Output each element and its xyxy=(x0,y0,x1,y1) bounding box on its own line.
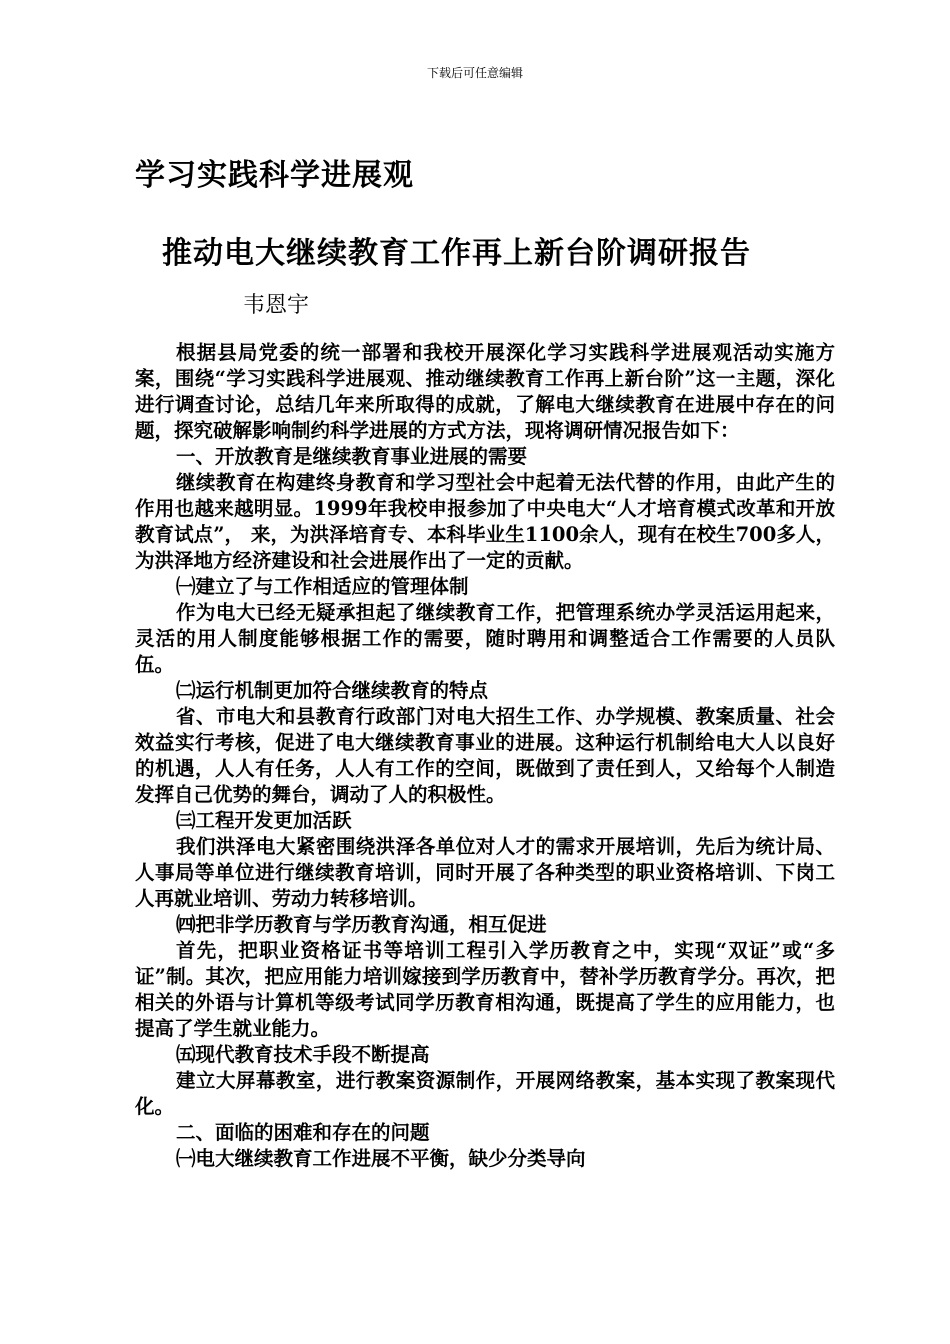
document-author: 韦恩宇 xyxy=(243,293,310,318)
subsection-heading: ㈠电大继续教育工作进展不平衡，缺少分类导向 xyxy=(175,1147,586,1170)
document-body xyxy=(135,340,835,1172)
paragraph: 作为电大已经无疑承担起了继续教育工作，把管理系统办学灵活运用起来，灵活的用人制度能够根据工作的需要，随时聘用和调整适合工作需要的人员队伍。 xyxy=(135,601,835,676)
document-title-line1: 学习实践科学进展观 xyxy=(135,158,414,193)
subsection-heading: ㈢工程开发更加活跃 xyxy=(175,809,352,832)
subsection-heading: ㈣把非学历教育与学历教育沟通，相互促进 xyxy=(175,913,547,936)
paragraph: 继续教育在构建终身教育和学习型社会中起着无法代替的作用，由此产生的作用也越来越明显。1999年我校申报参加了中央电大“人才培育模式改革和开放教育试点”， 来，为洪泽培育专、本科毕业生1100余人，现有在校生700多人，为洪泽地方经济建设和社会进展作出了一定的贡献。 xyxy=(135,471,835,572)
paragraph: 省、市电大和县教育行政部门对电大招生工作、办学规模、教案质量、社会效益实行考核，促进了电大继续教育事业的进展。这种运行机制给电大人以良好的机遇，人人有任务，人人有工作的空间，既做到了责任到人，又给每个人制造发挥自己优势的舞台，调动了人的积极性。 xyxy=(135,705,835,806)
section-heading-2: 二、面临的困难和存在的问题 xyxy=(175,1121,430,1144)
paragraph: 建立大屏幕教室，进行教案资源制作，开展网络教案，基本实现了教案现代化。 xyxy=(135,1069,835,1118)
subsection-heading: ㈡运行机制更加符合继续教育的特点 xyxy=(175,679,488,702)
document-title-line2: 推动电大继续教育工作再上新台阶调研报告 xyxy=(162,236,751,271)
section-heading-1: 一、开放教育是继续教育事业进展的需要 xyxy=(175,445,527,468)
page-header-note: 下载后可任意编辑 xyxy=(426,66,523,80)
paragraph-intro: 根据县局党委的统一部署和我校开展深化学习实践科学进展观活动实施方案，围绕“学习实践科学进展观、推动继续教育工作再上新台阶”这一主题，深化进行调查讨论，总结几年来所取得的成就，了解电大继续教育在进展中存在的问题，探究破解影响制约科学进展的方式方法，现将调研情况报告如下： xyxy=(135,341,835,442)
paragraph: 我们洪泽电大紧密围绕洪泽各单位对人才的需求开展培训，先后为统计局、人事局等单位进行继续教育培训，同时开展了各种类型的职业资格培训、下岗工人再就业培训、劳动力转移培训。 xyxy=(135,835,835,910)
subsection-heading: ㈤现代教育技术手段不断提高 xyxy=(175,1043,430,1066)
subsection-heading: ㈠建立了与工作相适应的管理体制 xyxy=(175,575,469,598)
paragraph: 首先，把职业资格证书等培训工程引入学历教育之中，实现“双证”或“多证”制。其次，把应用能力培训嫁接到学历教育中，替补学历教育学分。再次，把相关的外语与计算机等级考试同学历教育相沟通，既提高了学生的应用能力，也提高了学生就业能力。 xyxy=(135,939,835,1040)
